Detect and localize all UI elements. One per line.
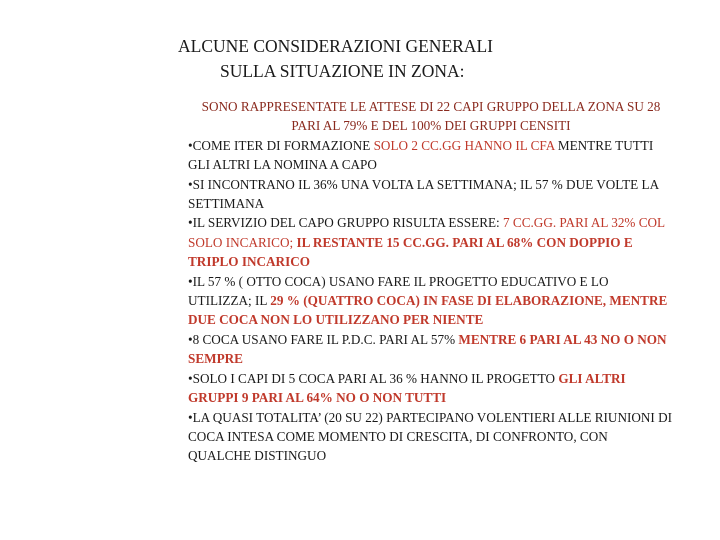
slide-body <box>188 97 674 466</box>
bullet-text: 8 COCA USANO FARE IL P.D.C. PARI AL 57% <box>192 331 459 347</box>
bullet-item <box>188 272 674 330</box>
bullet-marker: • <box>188 215 193 231</box>
bullet-text: IL 57 % ( OTTO COCA) USANO FARE IL PROGETTO EDUCATIVO E LO UTILIZZA; IL <box>188 273 609 309</box>
title-line-2: SULLA SITUAZIONE IN ZONA: <box>220 61 465 81</box>
bullet-highlight-bold: 29 % (QUATTRO COCA) IN FASE DI ELABORAZIONE, MENTRE DUE COCA NON LO UTILIZZANO PER NIENTE <box>188 293 668 328</box>
bullet-item <box>188 213 674 271</box>
bullet-marker: • <box>188 176 193 192</box>
bullet-item <box>188 369 674 408</box>
bullet-item <box>188 136 674 175</box>
bullet-highlight-bold: GLI ALTRI GRUPPI 9 PARI AL 64% NO O NON TUTTI <box>188 370 626 406</box>
bullet-item <box>188 330 674 369</box>
bullet-text: COME ITER DI FORMAZIONE <box>192 137 374 153</box>
bullet-highlight: SOLO 2 CC.GG HANNO IL CFA <box>373 137 555 153</box>
bullet-marker: • <box>188 331 193 347</box>
bullet-highlight-bold: IL RESTANTE 15 CC.GG. PARI AL 68% CON DOPPIO E TRIPLO INCARICO <box>188 234 633 270</box>
bullet-text-continued: MENTRE TUTTI GLI ALTRI LA NOMINA A CAPO <box>188 137 654 173</box>
bullet-marker: • <box>188 273 193 289</box>
bullet-highlight: 7 CC.GG. PARI AL 32% COL SOLO INCARICO; <box>188 215 665 250</box>
slide-title <box>178 34 598 84</box>
bullet-text: LA QUASI TOTALITA’ (20 SU 22) PARTECIPANO VOLENTIERI ALLE RIUNIONI DI COCA INTESA COME MOMENTO DI CRESCITA, DI CONFRONTO, CON QUALCHE DISTINGUO <box>188 409 673 464</box>
bullet-marker: • <box>188 137 193 153</box>
bullet-item <box>188 408 674 466</box>
bullet-marker: • <box>188 409 193 425</box>
title-line-1: ALCUNE CONSIDERAZIONI GENERALI <box>178 36 493 56</box>
bullet-item <box>188 175 674 214</box>
bullet-text: IL SERVIZIO DEL CAPO GRUPPO RISULTA ESSERE: <box>192 215 504 231</box>
bullet-text: SI INCONTRANO IL 36% UNA VOLTA LA SETTIMANA; IL 57 % DUE VOLTE LA SETTIMANA <box>188 176 659 212</box>
bullet-marker: • <box>188 370 193 386</box>
bullet-highlight-bold: MENTRE 6 PARI AL 43 NO O NON SEMPRE <box>188 331 667 367</box>
bullet-text: SOLO I CAPI DI 5 COCA PARI AL 36 % HANNO IL PROGETTO <box>192 370 559 386</box>
intro-paragraph: SONO RAPPRESENTATE LE ATTESE DI 22 CAPI GRUPPO DELLA ZONA SU 28 PARI AL 79% E DEL 100% DEI GRUPPI CENSITI <box>201 99 661 134</box>
